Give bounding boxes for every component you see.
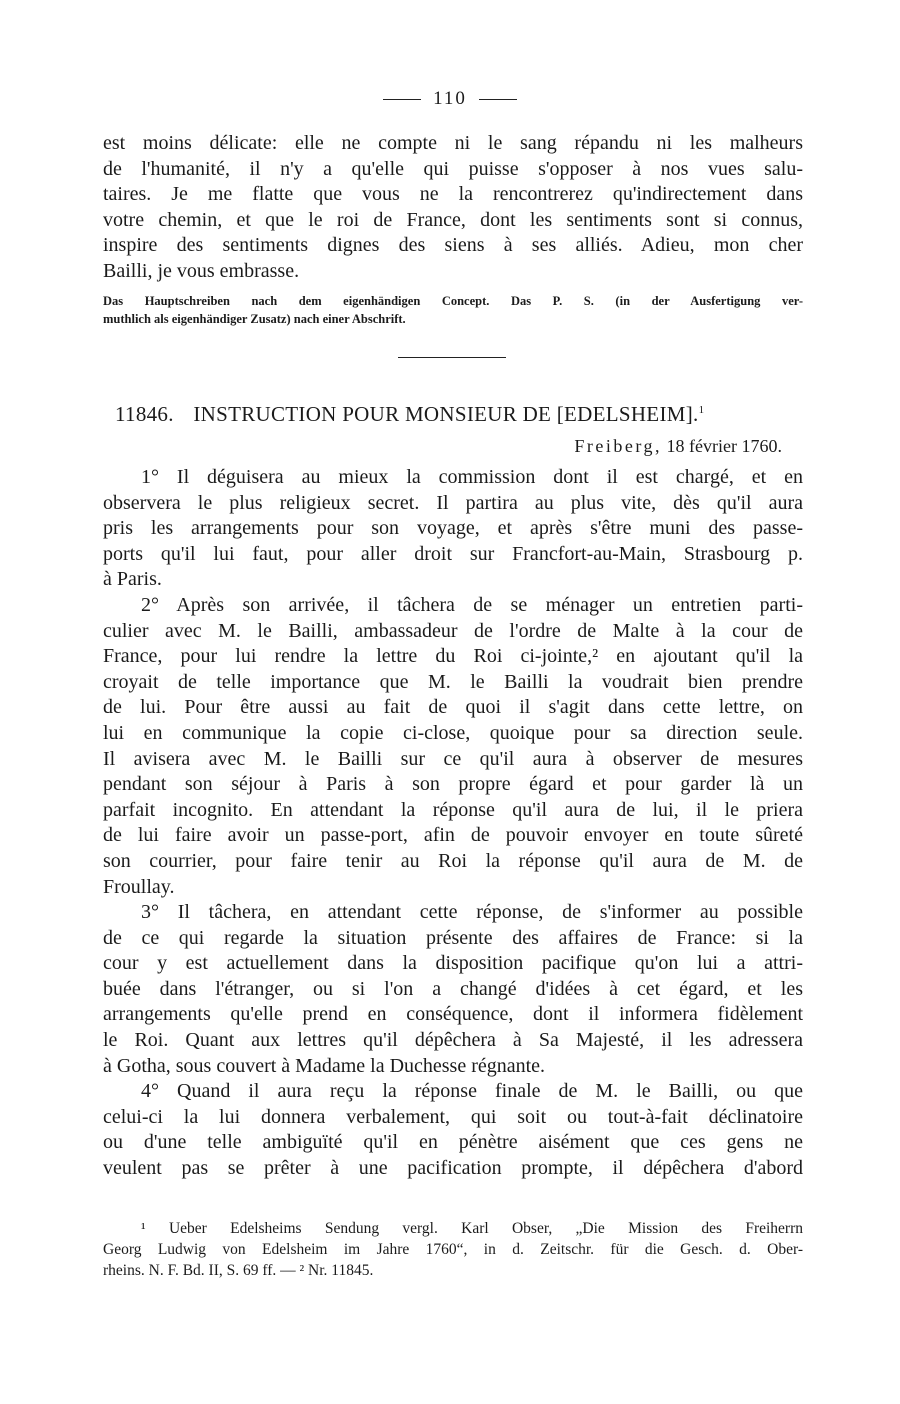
- footnote-line: Georg Ludwig von Edelsheim im Jahre 1760“, in d. Zeitschr. für die Gesch. d. Ober-: [103, 1241, 803, 1258]
- text-line: de ce qui regarde la situation présente des affaires de France: si la: [103, 926, 803, 949]
- text-line: est moins délicate: elle ne compte ni le sang répandu ni les malheurs: [103, 132, 803, 154]
- text-line: 2° Après son arrivée, il tâchera de se ménager un entretien parti-: [141, 593, 803, 616]
- instruction-body: [103, 465, 803, 1182]
- text-line: arrangements qu'elle prend en conséquence, dont il informera fidèlement: [103, 1003, 803, 1026]
- text-line: Froullay.: [103, 875, 175, 898]
- note-line: Das Hauptschreiben nach dem eigenhändigen Concept. Das P. S. (in der Ausfertigung ver-: [103, 294, 803, 308]
- header-rule-left: [383, 99, 421, 100]
- note-line: muthlich als eigenhändiger Zusatz) nach einer Abschrift.: [103, 312, 406, 326]
- dateline-place: Freiberg,: [574, 436, 663, 456]
- text-line: pris les arrangements pour son voyage, et après s'être muni des passe-: [103, 517, 803, 540]
- text-line: Il avisera avec M. le Bailli sur ce qu'il aura à observer de mesures: [103, 747, 803, 770]
- header-rule-right: [479, 99, 517, 100]
- text-line: inspire des sentiments dignes des siens à ses alliés. Adieu, mon cher: [103, 234, 803, 257]
- text-line: veulent pas se prêter à une pacification prompte, il dépêchera d'abord: [103, 1157, 803, 1180]
- section-divider: [398, 357, 506, 358]
- text-line: parfait incognito. En attendant la réponse qu'il aura de lui, il le priera: [103, 798, 803, 821]
- source-note: [103, 292, 803, 328]
- text-line: taires. Je me flatte que vous ne la rencontrerez qu'indirectement dans: [103, 183, 803, 206]
- dateline: [574, 436, 782, 457]
- text-line: observera le plus religieux secret. Il partira au plus vite, dès qu'il aura: [103, 491, 803, 514]
- text-line: Bailli, je vous embrasse.: [103, 259, 300, 282]
- text-line: votre chemin, et que le roi de France, dont les sentiments sont si connus,: [103, 208, 803, 231]
- page-header: [0, 88, 900, 110]
- text-line: 1° Il déguisera au mieux la commission dont il est chargé, et en: [141, 466, 803, 488]
- text-line: celui-ci la lui donnera verbalement, qui soit ou tout-à-fait déclinatoire: [103, 1105, 803, 1128]
- text-line: à Gotha, sous couvert à Madame la Duchesse régnante.: [103, 1054, 546, 1077]
- dateline-date: 18 février 1760.: [666, 436, 782, 456]
- text-line: croyait de telle importance que M. le Bailli la voudrait bien prendre: [103, 670, 803, 693]
- text-line: buée dans l'étranger, ou si l'on a changé d'idées à cet égard, et les: [103, 977, 803, 1000]
- heading-footnote-mark: 1: [698, 404, 705, 416]
- footnote-line: ¹ Ueber Edelsheims Sendung vergl. Karl Obser, „Die Mission des Freiherrn: [141, 1220, 803, 1237]
- text-line: de lui faire avoir un passe-port, afin de pouvoir envoyer en toute sûreté: [103, 824, 803, 847]
- footnotes: [103, 1218, 803, 1281]
- text-line: 3° Il tâchera, en attendant cette réponse, de s'informer au possible: [141, 901, 803, 924]
- page-number: 110: [433, 88, 467, 109]
- previous-letter-ending: [103, 131, 803, 285]
- footnote-line: rheins. N. F. Bd. II, S. 69 ff. — ² Nr. 11845.: [103, 1262, 374, 1279]
- document-title: INSTRUCTION POUR MONSIEUR DE [EDELSHEIM].: [193, 402, 699, 426]
- text-line: 4° Quand il aura reçu la réponse finale de M. le Bailli, ou que: [141, 1080, 803, 1103]
- text-line: ou d'une telle ambiguïté qu'il en pénètre aisément que ces gens ne: [103, 1131, 803, 1154]
- text-line: son courrier, pour faire tenir au Roi la réponse qu'il aura de M. de: [103, 849, 803, 872]
- document-number: 11846.: [115, 402, 174, 426]
- text-line: à Paris.: [103, 568, 162, 591]
- document-heading: [115, 402, 704, 427]
- text-line: cour y est actuellement dans la disposition pacifique qu'on lui a attri-: [103, 952, 803, 975]
- text-line: pendant son séjour à Paris à son propre égard et pour garder là un: [103, 773, 803, 796]
- text-line: France, pour lui rendre la lettre du Roi ci-jointe,² en ajoutant qu'il la: [103, 645, 803, 668]
- text-line: de lui. Pour être aussi au fait de quoi il s'agit dans cette lettre, on: [103, 696, 803, 719]
- text-line: lui en communique la copie ci-close, quoique pour sa direction seule.: [103, 721, 803, 744]
- text-line: culier avec M. le Bailli, ambassadeur de l'ordre de Malte à la cour de: [103, 619, 803, 642]
- text-line: ports qu'il lui faut, pour aller droit sur Francfort-au-Main, Strasbourg p.: [103, 542, 803, 565]
- text-line: de l'humanité, il n'y a qu'elle qui puisse s'opposer à nos vues salu-: [103, 157, 803, 180]
- text-line: le Roi. Quant aux lettres qu'il dépêchera à Sa Majesté, il les adressera: [103, 1029, 803, 1052]
